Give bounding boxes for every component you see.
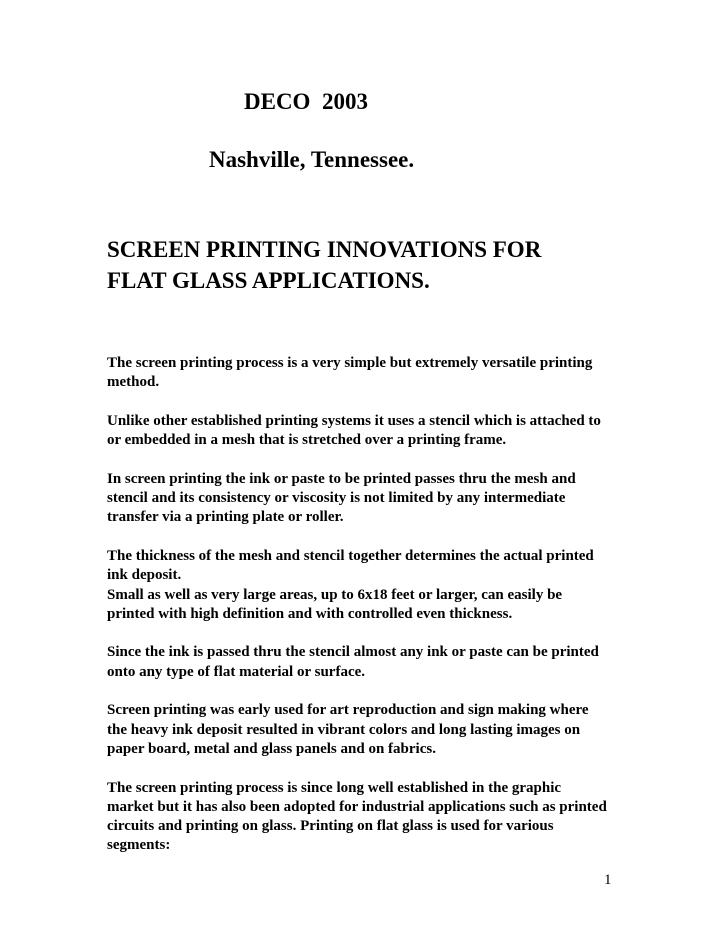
body-text (107, 354, 667, 875)
text-line: paper board, metal and glass panels and on fabrics. (107, 740, 436, 757)
paragraph-6 (107, 643, 667, 682)
text-line: circuits and printing on glass. Printing on flat glass is used for various (107, 818, 554, 835)
text-line: Screen printing was early used for art reproduction and sign making where (107, 702, 589, 719)
text-line: In screen printing the ink or paste to be printed passes thru the mesh and (107, 470, 576, 487)
text-line: market but it has also been adopted for industrial applications such as printed (107, 798, 607, 815)
text-line: Unlike other established printing systems it uses a stencil which is attached to (107, 412, 601, 429)
text-line: The thickness of the mesh and stencil together determines the actual printed (107, 547, 594, 564)
event-title: DECO 2003 (244, 89, 368, 114)
paragraph-3 (107, 470, 667, 528)
document-title-line-1: SCREEN PRINTING INNOVATIONS FOR (107, 237, 542, 262)
document-title (107, 234, 541, 296)
text-line: The screen printing process is since long well established in the graphic (107, 779, 562, 796)
paragraph-1 (107, 354, 667, 393)
paragraph-5 (107, 586, 667, 625)
text-line: Since the ink is passed thru the stencil almost any ink or paste can be printed (107, 644, 599, 661)
page-number: 1 (604, 872, 612, 888)
text-line: method. (107, 374, 160, 391)
text-line: printed with high definition and with controlled even thickness. (107, 605, 513, 622)
text-line: Small as well as very large areas, up to 6x18 feet or larger, can easily be (107, 586, 563, 603)
text-line: segments: (107, 837, 171, 854)
paragraph-8 (107, 779, 667, 856)
document-title-line-2: FLAT GLASS APPLICATIONS. (107, 268, 430, 293)
paragraph-7 (107, 701, 667, 759)
paragraph-2 (107, 412, 667, 451)
text-line: the heavy ink deposit resulted in vibrant colors and long lasting images on (107, 721, 581, 738)
event-location: Nashville, Tennessee. (209, 147, 415, 172)
text-line: transfer via a printing plate or roller. (107, 509, 344, 526)
paragraph-4 (107, 547, 667, 586)
text-line: The screen printing process is a very simple but extremely versatile printing (107, 355, 593, 371)
text-line: ink deposit. (107, 567, 182, 584)
text-line: stencil and its consistency or viscosity is not limited by any intermediate (107, 490, 566, 507)
text-line: onto any type of flat material or surface. (107, 663, 366, 680)
text-line: or embedded in a mesh that is stretched over a printing frame. (107, 432, 507, 449)
